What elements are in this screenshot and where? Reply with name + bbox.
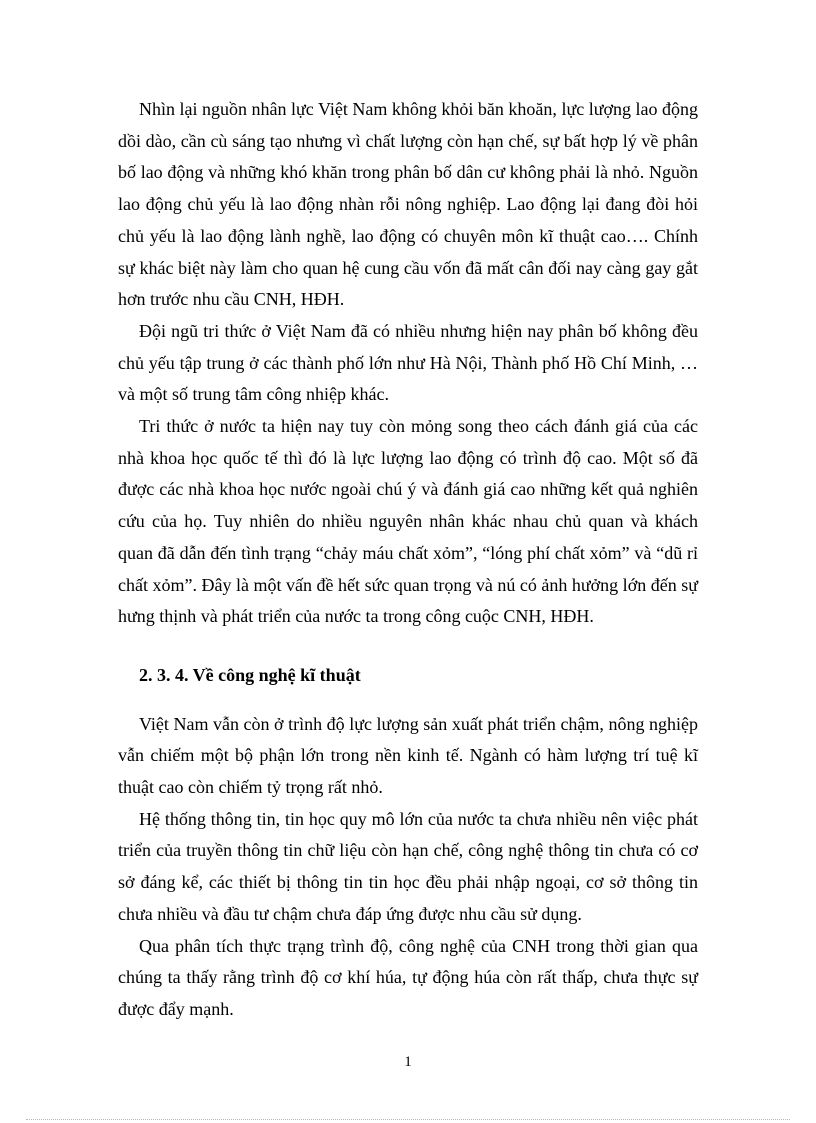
paragraph-intellectual-distribution: Đội ngũ tri thức ở Việt Nam đã có nhiều nhưng hiện nay phân bố không đều chủ yếu tập trung ở các thành phố lớn như Hà Nội, Thành phố Hồ Chí Minh, … và một số trung tâm công nhiệp khác. <box>118 320 698 405</box>
section-spacer <box>118 633 698 660</box>
paragraph-brain-drain: Tri thức ở nước ta hiện nay tuy còn mỏng song theo cách đánh giá của các nhà khoa học quốc tế thì đó là lực lượng lao động có trình độ cao. Một số đã được các nhà khoa học nước ngoài chú ý và đánh giá cao những kết quả nghiên cứu của họ. Tuy nhiên do nhiều nguyên nhân khác nhau chủ quan và khách quan đã dẫn đến tình trạng “chảy máu chất xỏm”, “lóng phí chất xỏm” và “dũ rỉ chất xỏm”. Đây là một vấn đề hết sức quan trọng và nú có ảnh hưởng lớn đến sự hưng thịnh và phát triển của nước ta trong công cuộc CNH, HĐH. <box>118 416 698 627</box>
paragraph-mechanization: Qua phân tích thực trạng trình độ, công nghệ của CNH trong thời gian qua chúng ta thấy rằng trình độ cơ khí húa, tự động húa còn rất thấp, chưa thực sự được đẩy mạnh. <box>118 935 698 1019</box>
paragraph-information-systems: Hệ thống thông tin, tin học quy mô lớn của nước ta chưa nhiều nên việc phát triển của truyền thông tin chữ liệu còn hạn chế, công nghệ thông tin chưa có cơ sở đáng kể, các thiết bị thông tin tin học đều phải nhập ngoại, cơ sở thông tin chưa nhiều và đầu tư chậm chưa đáp ứng được nhu cầu sử dụng. <box>118 808 698 924</box>
paragraph-production-level: Việt Nam vẫn còn ở trình độ lực lượng sản xuất phát triển chậm, nông nghiệp vẫn chiếm một bộ phận lớn trong nền kinh tế. Ngành có hàm lượng trí tuệ kĩ thuật cao còn chiếm tỷ trọng rất nhỏ. <box>118 713 698 798</box>
paragraph-human-resources: Nhìn lại nguồn nhân lực Việt Nam không khỏi băn khoăn, lực lượng lao động dồi dào, cần cù sáng tạo nhưng vì chất lượng còn hạn chế, sự bất hợp lý về phân bố lao động và những khó khăn trong phân bố dân cư không phải là nhỏ. Nguồn lao động chủ yếu là lao động nhàn rỗi nông nghiệp. Lao động lại đang đòi hỏi chủ yếu là lao động lành nghề, lao động có chuyên môn kĩ thuật cao…. Chính sự khác biệt này làm cho quan hệ cung cầu vốn đã mất cân đối nay càng gay gắt hơn trước nhu cầu CNH, HĐH. <box>118 99 698 310</box>
heading-spacer <box>118 692 698 709</box>
page-number: 1 <box>404 1054 412 1070</box>
section-heading: 2. 3. 4. Về công nghệ kĩ thuật <box>139 664 361 685</box>
page-bottom-divider <box>26 1119 790 1120</box>
page-body <box>118 94 698 1026</box>
